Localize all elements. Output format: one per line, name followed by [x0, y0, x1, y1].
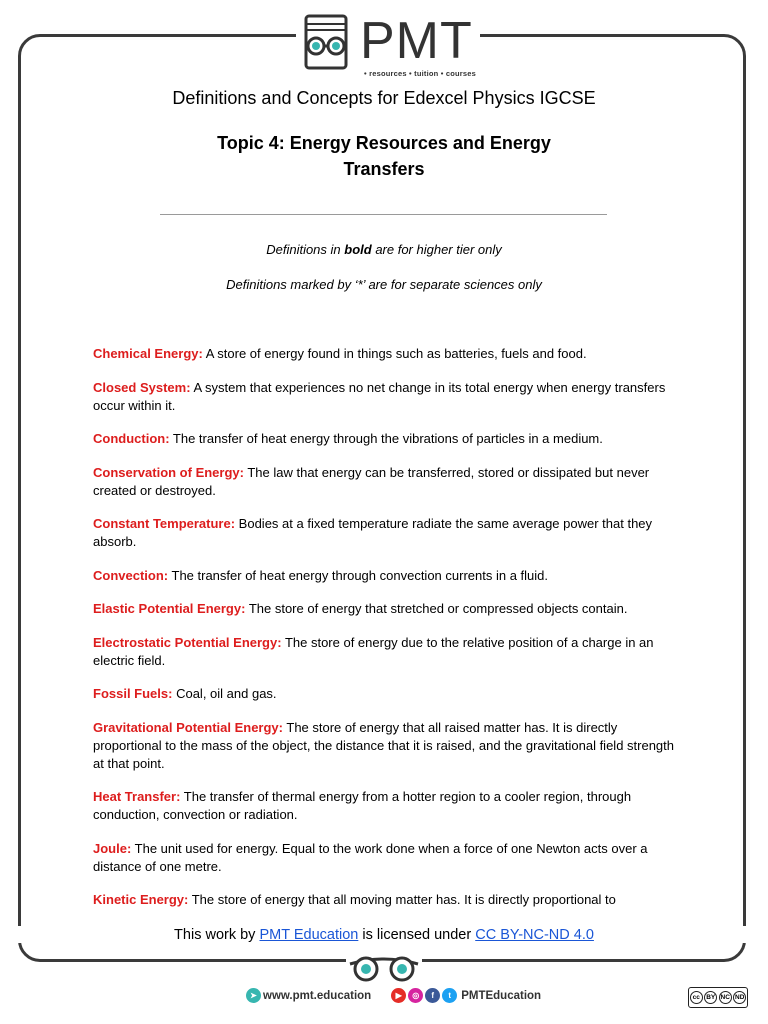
instagram-icon[interactable]: ◎	[408, 988, 423, 1003]
definition-text: The store of energy that all moving matter has. It is directly proportional to	[188, 892, 616, 907]
cc-license-badge[interactable]	[688, 987, 748, 1008]
definition-term: Kinetic Energy:	[93, 892, 189, 907]
topic-line-1: Topic 4: Energy Resources and Energy	[217, 133, 551, 153]
website-link[interactable]: www.pmt.education	[263, 989, 372, 1002]
definition-term: Chemical Energy:	[93, 346, 203, 361]
definition-term: Closed System:	[93, 379, 191, 395]
tier-note-before: Definitions in	[266, 242, 345, 257]
definition-item	[93, 719, 683, 773]
youtube-icon[interactable]: ▶	[391, 988, 406, 1003]
license-prefix: This work by	[174, 927, 260, 943]
license-notice	[0, 926, 768, 943]
definition-term: Fossil Fuels:	[93, 686, 173, 701]
definition-term: Gravitational Potential Energy:	[93, 719, 283, 735]
separate-sciences-note: Definitions marked by ‘*’ are for separate sciences only	[226, 277, 542, 292]
definition-text: The transfer of heat energy through convection currents in a fluid.	[168, 567, 548, 583]
definition-item	[93, 891, 683, 909]
brand-tagline: • resources • tuition • courses	[364, 69, 477, 78]
topic-line-2: Transfers	[343, 159, 425, 179]
definition-term: Heat Transfer:	[93, 789, 181, 804]
definition-text: The store of energy that all raised matter has. It is directly proportional to the mass of the object, the distance that it is raised, and the gravitational field strength at that point.	[93, 719, 675, 771]
cc-license-link[interactable]: CC BY-NC-ND 4.0	[475, 927, 594, 943]
license-middle: is licensed under	[358, 927, 476, 943]
book-glasses-icon	[296, 6, 356, 76]
definition-item	[93, 464, 683, 500]
definition-item	[93, 345, 683, 363]
brand-name: PMT	[360, 12, 473, 70]
definition-term: Joule:	[93, 840, 132, 856]
definition-text: Coal, oil and gas.	[172, 686, 277, 701]
definition-item	[93, 379, 683, 415]
definition-text: The store of energy due to the relative position of a charge in an electric field.	[93, 634, 654, 668]
definition-text: The transfer of thermal energy from a hotter region to a cooler region, through conduction, convection or radiation.	[93, 789, 632, 822]
footer-contact	[246, 988, 541, 1003]
definition-text: A store of energy found in things such as batteries, fuels and food.	[202, 346, 587, 361]
social-handle: PMTEducation	[461, 989, 542, 1002]
definition-text: A system that experiences no net change in its total energy when energy transfers occur within it.	[93, 379, 666, 413]
pmt-education-link[interactable]: PMT Education	[259, 927, 359, 943]
definition-term: Elastic Potential Energy:	[93, 601, 246, 616]
definition-item	[93, 685, 683, 703]
noncommercial-icon: NC	[719, 991, 732, 1004]
definition-term: Convection:	[93, 567, 169, 583]
topic-heading	[0, 130, 768, 182]
definition-term: Constant Temperature:	[93, 516, 236, 531]
definition-item	[93, 840, 683, 876]
definition-term: Conservation of Energy:	[93, 464, 244, 480]
definition-item	[93, 634, 683, 670]
tier-note	[0, 242, 768, 257]
tier-note-after: are for higher tier only	[371, 242, 502, 257]
definitions-list	[93, 345, 683, 923]
attribution-icon: BY	[704, 991, 717, 1004]
definition-term: Electrostatic Potential Energy:	[93, 634, 282, 650]
definition-text: Bodies at a fixed temperature radiate the same average power that they absorb.	[93, 516, 653, 549]
document-title: Definitions and Concepts for Edexcel Physics IGCSE	[172, 88, 596, 108]
pmt-logo	[296, 6, 480, 76]
tier-note-bold: bold	[344, 242, 372, 257]
definition-item	[93, 600, 683, 618]
definition-term: Conduction:	[93, 431, 170, 446]
twitter-icon[interactable]: t	[442, 988, 457, 1003]
noderivatives-icon: ND	[733, 991, 746, 1004]
definition-item	[93, 515, 683, 551]
definition-text: The transfer of heat energy through the vibrations of particles in a medium.	[169, 431, 603, 446]
divider	[160, 214, 607, 215]
definition-text: The law that energy can be transferred, stored or dissipated but never created or destroyed.	[93, 464, 650, 498]
definition-text: The store of energy that stretched or compressed objects contain.	[245, 601, 628, 616]
facebook-icon[interactable]: f	[425, 988, 440, 1003]
cursor-icon: ➤	[246, 988, 261, 1003]
definition-item	[93, 567, 683, 585]
cc-icon: cc	[690, 991, 703, 1004]
definition-text: The unit used for energy. Equal to the work done when a force of one Newton acts over a distance of one metre.	[93, 840, 648, 874]
definition-item	[93, 430, 683, 448]
definition-item	[93, 788, 683, 824]
glasses-icon	[346, 950, 422, 984]
